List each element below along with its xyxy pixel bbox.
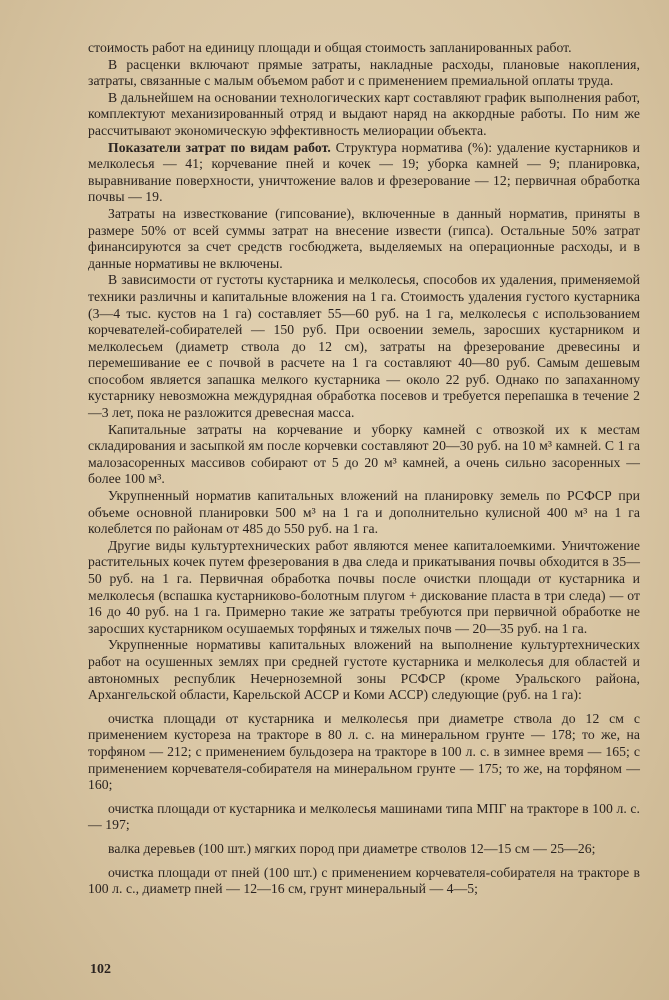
section-heading: Показатели затрат по видам работ. — [108, 139, 331, 155]
paragraph-1: стоимость работ на единицу площади и общая стоимость запланированных работ. — [88, 40, 572, 55]
list-item-3: валка деревьев (100 шт.) мягких пород при диаметре стволов 12—15 см — 25—26; — [108, 840, 596, 856]
paragraph-10: Укрупненные нормативы капитальных вложений на выполнение культуртехнических работ на осушенных землях при средней густоте кустарника и мелколесья для областей и автономных республик Нечерноземной зоны РСФСР (кроме Уральского района, Архангельской области, Карельской АССР и Коми АССР) следующие (руб. на 1 га): — [88, 637, 640, 703]
paragraph-2: В расценки включают прямые затраты, накладные расходы, плановые накопления, затраты, связанные с малым объемом работ и с применением премиальной оплаты труда. — [88, 56, 640, 89]
page-text — [88, 40, 640, 898]
paragraph-8: Укрупненный норматив капитальных вложений на планировку земель по РСФСР при объеме основной планировки 500 м³ на 1 га и дополнительно кулисной 400 м³ на 1 га колеблется по районам от 485 до 550 руб. на 1 га. — [88, 488, 640, 537]
paragraph-7: Капитальные затраты на корчевание и уборку камней с отвозкой их к местам складирования и засыпкой ям после корчевки составляют 20—30 руб. на 10 м³ камней. С 1 га малозасоренных массивов собирают от 5 до 20 м³ камней, а очень сильно засоренных — более 100 м³. — [88, 421, 640, 487]
paragraph-9: Другие виды культуртехнических работ являются менее капиталоемкими. Уничтожение растительных кочек путем фрезерования в два следа и прикатывания почвы обходится в 35—50 руб. на 1 га. Первичная обработка почвы после очистки площади от кустарника и мелколесья (вспашка кустарниково-болотным плугом + дискование пласта в три следа) — от 16 до 40 руб. на 1 га. Примерно такие же затраты требуются при первичной обработке не заросших кустарником осушаемых торфяных и тяжелых почв — 20—35 руб. на 1 га. — [88, 537, 640, 636]
paragraph-6: В зависимости от густоты кустарника и мелколесья, способов их удаления, применяемой техники различны и капитальные вложения на 1 га. Стоимость удаления густого кустарника (3—4 тыс. кустов на 1 га) составляет 55—60 руб. на 1 га, мелколесья с использованием корчевателей-собирателей — 150 руб. При освоении земель, заросших кустарником и мелколесьем (диаметр ствола до 12 см), затраты на фрезерование древесины и перемешивание ее с почвой в расчете на 1 га составляют 40—80 руб. Самым дешевым способом является запашка мелкого кустарника — около 22 руб. Однако по запаханному кустарнику невозможна междурядная обработка посевов и требуется перепашка в течение 2—3 лет, пока не разложится древесная масса. — [88, 272, 640, 421]
paragraph-3: В дальнейшем на основании технологических карт составляют график выполнения работ, комплектуют механизированный отряд и выдают наряд на аккордные работы. По ним же рассчитывают экономическую эффективность мелиорации объекта. — [88, 89, 640, 138]
list-item-2: очистка площади от кустарника и мелколесья машинами типа МПГ на тракторе в 100 л. с. — 197; — [88, 800, 640, 833]
paragraph-4 — [88, 140, 640, 206]
paragraph-4-text: Структура норматива (%): удаление кустарников и мелколесья — 41; корчевание пней и кочек — 19; уборка камней — 9; планировка, выравнивание поверхности, уничтожение валов и фрезерование — 12; первичная обработка почвы — 19. — [88, 139, 640, 205]
list-item-4: очистка площади от пней (100 шт.) с применением корчевателя-собирателя на тракторе в 100 л. с., диаметр пней — 12—16 см, грунт минеральный — 4—5; — [88, 864, 640, 897]
page-number: 102 — [90, 962, 111, 977]
paragraph-5: Затраты на известкование (гипсование), включенные в данный норматив, приняты в размере 50% от всей суммы затрат на внесение извести (гипса). Остальные 50% затрат финансируются за счет средств госбюджета, выделяемых на операционные расходы, и в данные нормативы не включены. — [88, 205, 640, 271]
list-item-1: очистка площади от кустарника и мелколесья при диаметре ствола до 12 см с применением кустореза на тракторе в 80 л. с. на минеральном грунте — 178; то же, на торфяном — 212; с применением бульдозера на тракторе в 100 л. с. в зимнее время — 165; с применением корчевателя-собирателя на минеральном грунте — 175; то же, на торфяном — 160; — [88, 710, 640, 793]
